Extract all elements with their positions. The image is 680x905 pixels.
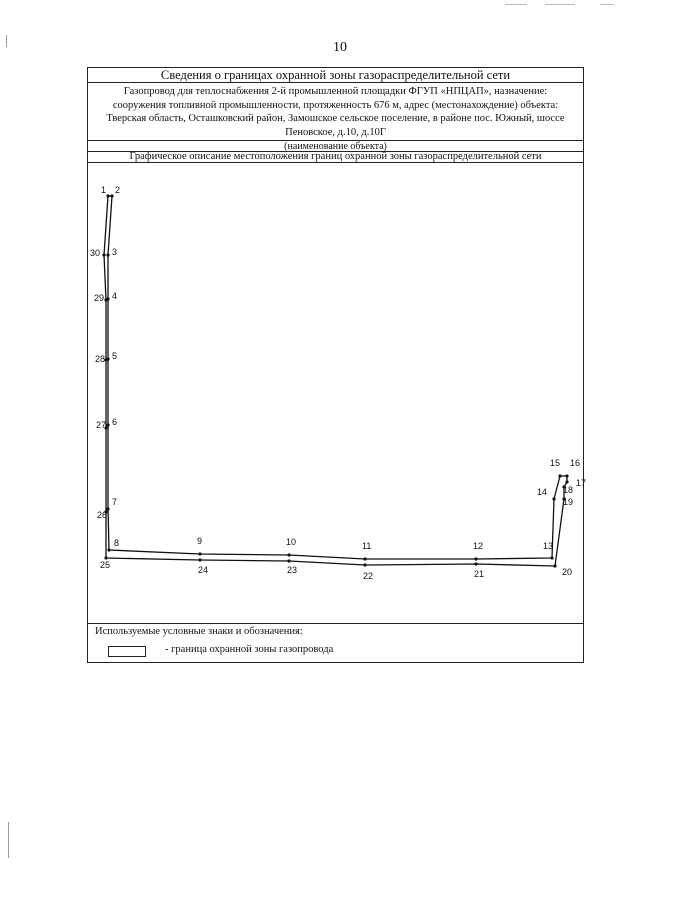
boundary-point-label: 28 <box>95 354 106 364</box>
boundary-point-marker <box>565 474 568 477</box>
legend-boundary-text: - граница охранной зоны газопровода <box>165 644 334 655</box>
boundary-point-label: 9 <box>197 536 203 546</box>
boundary-point-marker <box>106 253 109 256</box>
boundary-plan <box>88 163 585 623</box>
boundary-point-label: 30 <box>90 248 101 258</box>
boundary-point-label: 24 <box>198 565 209 575</box>
boundary-point-marker <box>102 253 105 256</box>
boundary-points-layer <box>90 185 586 581</box>
boundary-point-label: 18 <box>563 485 574 495</box>
legend-title: Используемые условные знаки и обозначения: <box>95 626 303 637</box>
boundary-point-label: 21 <box>474 569 485 579</box>
scan-corner-mark <box>545 4 575 5</box>
boundary-point-label: 27 <box>96 420 107 430</box>
boundary-point-label: 10 <box>286 537 297 547</box>
boundary-point-label: 12 <box>473 541 484 551</box>
boundary-point-marker <box>110 194 113 197</box>
legend-boundary-swatch <box>108 646 146 657</box>
scan-corner-mark <box>600 4 614 5</box>
boundary-point-label: 15 <box>550 458 561 468</box>
boundary-point-label: 23 <box>287 565 298 575</box>
boundary-point-marker <box>565 480 568 483</box>
boundary-point-label: 14 <box>537 487 548 497</box>
boundary-point-marker <box>552 497 555 500</box>
boundary-point-marker <box>558 474 561 477</box>
document-title: Сведения о границах охранной зоны газораспределительной сети <box>88 68 583 83</box>
boundary-point-label: 16 <box>570 458 581 468</box>
section-title: Графическое описание местоположения границ охранной зоны газораспределительной сети <box>88 152 583 163</box>
boundary-point-marker <box>198 558 201 561</box>
boundary-point-label: 19 <box>563 497 574 507</box>
boundary-point-marker <box>363 557 366 560</box>
boundary-point-label: 25 <box>100 560 111 570</box>
protection-zone-boundary-line <box>104 196 567 566</box>
boundary-point-label: 5 <box>112 351 118 361</box>
boundary-point-marker <box>287 553 290 556</box>
page-number: 10 <box>333 40 347 55</box>
boundary-point-label: 22 <box>363 571 374 581</box>
legend <box>88 623 583 665</box>
boundary-point-marker <box>104 298 107 301</box>
boundary-point-label: 11 <box>362 541 372 551</box>
object-caption: (наименование объекта) <box>88 141 583 152</box>
boundary-point-marker <box>106 423 109 426</box>
boundary-point-label: 20 <box>562 567 573 577</box>
boundary-point-marker <box>550 556 553 559</box>
scan-corner-mark <box>505 4 527 5</box>
boundary-point-marker <box>106 194 109 197</box>
boundary-point-marker <box>553 564 556 567</box>
boundary-point-label: 13 <box>543 541 554 551</box>
boundary-point-label: 4 <box>112 291 118 301</box>
scan-margin-mark <box>8 822 9 858</box>
boundary-info-frame <box>87 67 587 663</box>
boundary-point-label: 7 <box>112 497 118 507</box>
boundary-point-label: 1 <box>101 185 107 195</box>
boundary-point-marker <box>474 557 477 560</box>
boundary-plan-svg <box>88 163 585 623</box>
boundary-point-label: 26 <box>97 510 108 520</box>
boundary-point-label: 6 <box>112 417 118 427</box>
boundary-point-label: 3 <box>112 247 118 257</box>
boundary-point-marker <box>107 548 110 551</box>
boundary-point-label: 29 <box>94 293 105 303</box>
scan-margin-mark <box>6 35 7 47</box>
boundary-point-marker <box>198 552 201 555</box>
boundary-point-label: 17 <box>576 478 587 488</box>
boundary-point-marker <box>287 559 290 562</box>
boundary-point-marker <box>474 562 477 565</box>
boundary-point-marker <box>363 563 366 566</box>
object-description: Газопровод для теплоснабжения 2-й промышленной площадки ФГУП «НПЦАП», назначение: сооружения топливной промышленности, протяженность 676 м, адрес (местонахождение) объекта: Тверская область, Осташковский район, Замошское сельское поселение, в районе пос. Южный, шоссе Пеновское, д.10, д.10Г <box>88 83 583 141</box>
boundary-point-label: 2 <box>115 185 121 195</box>
boundary-point-label: 8 <box>114 538 120 548</box>
